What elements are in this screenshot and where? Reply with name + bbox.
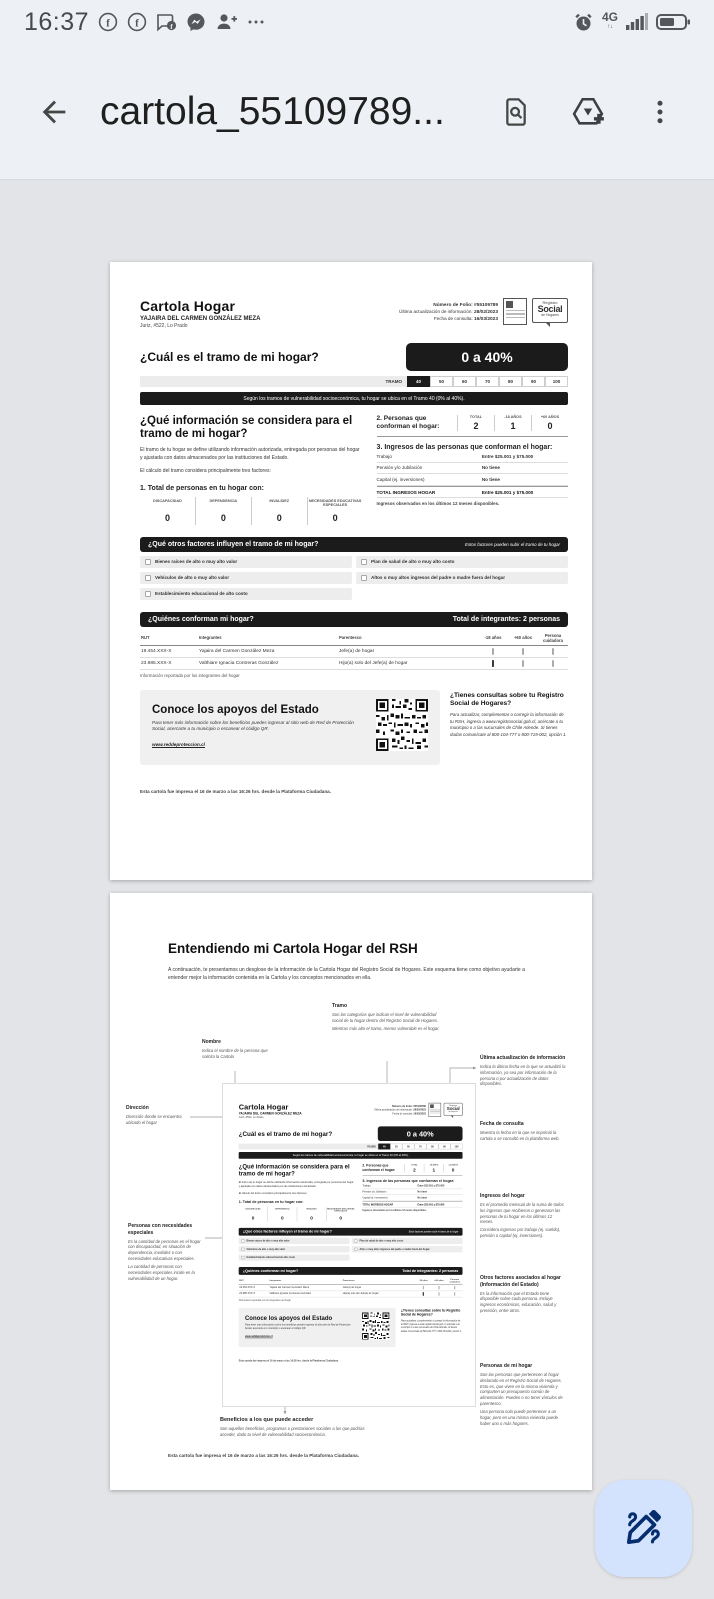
- income-row: Capital (ej. inversiones) No tiene: [377, 474, 568, 486]
- network-4g-icon: 4G ↑↓: [601, 10, 618, 30]
- household-table: RUT Integrantes Parentesco -18 años +60 años Persona cuidadora 19.454.XXX-X Yajaira del Carmen González Meza Jefe(a) de hogar 23.985.XXX-X Valthiare Ignacia Contreras González Hijo(a) solo del Jefe(a) de hogar ✓: [140, 631, 568, 670]
- ministry-logo: [429, 1103, 442, 1117]
- checkbox: [241, 1256, 244, 1259]
- cartola-document: [223, 1084, 475, 1407]
- state-support-box: [140, 690, 440, 765]
- tramo-scale-cell-selected: 40: [378, 1144, 390, 1150]
- pdf-scroll-area[interactable]: [0, 181, 714, 1599]
- app-bar: [0, 44, 714, 180]
- folio-number: #55109789: [473, 303, 498, 308]
- pdf-page-2: [110, 893, 592, 1490]
- annotation-actualizacion: Última actualización de información Indica la última fecha en la que se actualizó la información, ya sea por información de la persona o por actualización de datos disponibles.: [480, 1055, 566, 1087]
- checkbox: [145, 591, 151, 597]
- factor-item: Plan de salud de alto o muy alto costo: [352, 1238, 463, 1244]
- annotate-pen-icon: [622, 1505, 666, 1552]
- checkbox: [454, 1292, 455, 1296]
- messages-icon: [156, 12, 177, 32]
- factor-item: Establecimiento educacional de alto costo: [140, 588, 352, 600]
- members-total: 2: [413, 1167, 416, 1173]
- folio-block: Número de Folio: #55109789 Última actualización de información: 28/02/2023 Fecha de consulta: 16/03/2023: [374, 1105, 426, 1116]
- tramo-scale-cell: 100: [545, 376, 568, 387]
- other-factors-bar: ¿Qué otros factores influyen el tramo de mi hogar? Estos factores pueden subir el tramo de tu hogar: [239, 1228, 463, 1236]
- contact-title: ¿Tienes consultas sobre tu Registro Social de Hogares?: [450, 691, 564, 708]
- tramo-scale-cell: 50: [390, 1144, 402, 1150]
- overflow-menu-button[interactable]: [632, 84, 688, 140]
- checkbox: [241, 1239, 244, 1242]
- contact-body: Para actualizar, complementar o corregir la información de tu RSH, ingresa a www.registrosocial.gob.cl, acércate a tu municipio o a las sucursales de Chile Atiende. Si tienes dudas comunícate al 800-104-777 o 800-719-002, opción 1.: [400, 1319, 462, 1333]
- checkbox: [492, 660, 494, 667]
- household-footnote: Información reportada por los integrantes del hogar: [238, 1298, 291, 1302]
- factor-item: Altos o muy altos ingresos del padre o madre fuera del hogar: [356, 572, 568, 584]
- support-title: Conoce los apoyos del Estado: [152, 703, 319, 716]
- household-row: 19.454.XXX-X Yajaira del Carmen González Meza Jefe(a) de hogar: [239, 1285, 463, 1291]
- facebook-icon: [127, 12, 147, 32]
- tramo-scale-cell: 60: [453, 376, 476, 387]
- special-needs-table: DISCAPACIDAD 0 DEPENDENCIA 0 INVALIDEZ 0 NECESIDADES EDUCATIVAS ESPECIALES 0: [239, 1207, 355, 1222]
- tramo-scale-cell: 60: [402, 1144, 414, 1150]
- info-paragraph-1: El tramo de tu hogar se define utilizando información autorizada, entregada por personas del hogar y ajustada con datos almacenados por las instituciones del Estado.: [238, 1180, 354, 1189]
- registro-social-logo: Registro Social de Hogares: [532, 298, 568, 323]
- ministry-logo: [503, 298, 527, 325]
- info-paragraph-2: El cálculo del tramo considera principalmente tres factores:: [238, 1191, 308, 1196]
- tramo-scale-cell: 90: [438, 1144, 450, 1150]
- contact-box: [450, 690, 568, 765]
- factor1-title: 1. Total de personas en tu hogar con:: [238, 1200, 304, 1205]
- checkbox: [354, 1239, 357, 1242]
- svg-text:f: f: [135, 17, 139, 30]
- clock-time: 16:37: [24, 7, 90, 36]
- factor-item: Plan de salud de alto o muy alto costo: [356, 556, 568, 568]
- checkbox: [454, 1286, 455, 1290]
- checkbox: [241, 1248, 244, 1251]
- members-under18: 1: [510, 421, 516, 431]
- tramo-scale-cell: 80: [426, 1144, 438, 1150]
- checkbox: [438, 1292, 439, 1296]
- members-over60: 0: [547, 421, 553, 431]
- tramo-scale-label: TRAMO: [364, 1144, 378, 1150]
- income-row: Capital (ej. inversiones) No tiene: [362, 1195, 462, 1201]
- support-body: Para tener más información sobre los beneficios puedes ingresar al sitio web de Red de Protección Social, acercarte a tu municipio o escanear el código QR.: [152, 719, 354, 732]
- checkbox: [145, 575, 151, 581]
- household-total: Total de integrantes: 2 personas: [402, 1269, 459, 1273]
- income-section-title: 3. Ingresos de las personas que conforman el hogar:: [362, 1179, 455, 1183]
- info-section-title: ¿Qué información se considera para el tramo de mi hogar?: [140, 415, 353, 441]
- annotation-nombre: Nombre Indica el nombre de la persona que solicita la Cartola: [202, 1039, 268, 1059]
- income-row: Pensión y/o Jubilación No tiene: [362, 1189, 462, 1195]
- tramo-banner: Según los tramos de vulnerabilidad socioeconómica, tu hogar se ubica en el Tramo 40 (0% al 40%).: [239, 1152, 463, 1159]
- support-title: Conoce los apoyos del Estado: [244, 1314, 333, 1322]
- special-needs-value: 0: [280, 1215, 284, 1221]
- print-footer: Esta cartola fue impresa el 16 de marzo a las 16:26 hrs. desde la Plataforma Ciudadana.: [238, 1359, 339, 1363]
- special-needs-value: 0: [164, 512, 170, 523]
- income-row: Pensión y/o Jubilación No tiene: [377, 463, 568, 475]
- cartola-document: [110, 262, 592, 880]
- checkbox: [423, 1292, 424, 1296]
- holder-name: YAJAIRA DEL CARMEN GONZÁLEZ MEZA: [140, 316, 261, 322]
- tramo-value-box: 0 a 40%: [406, 343, 568, 371]
- other-factors-list: [239, 1238, 463, 1261]
- person-add-icon: [215, 12, 238, 32]
- tramo-scale-cell: 50: [430, 376, 453, 387]
- factor-item: Vehículos de alto o muy alto valor: [140, 572, 352, 584]
- update-date: 28/02/2023: [473, 310, 498, 316]
- document-title: cartola_55109789...: [100, 89, 445, 133]
- alarm-icon: [573, 12, 594, 33]
- page2-print-footer: Esta cartola fue impresa el 16 de marzo a las 16:26 hrs. desde la Plataforma Ciudadana.: [168, 1453, 359, 1458]
- cartola-header-left: [140, 298, 260, 329]
- household-row: 23.985.XXX-X Valthiare Ignacia Contreras González Hijo(a) solo del Jefe(a) de hogar ✓: [140, 657, 568, 669]
- battery-icon: [656, 12, 690, 32]
- signal-bars-icon: [626, 12, 648, 32]
- household-table: RUT Integrantes Parentesco -18 años +60 años Persona cuidadora 19.454.XXX-X Yajaira del Carmen González Meza Jefe(a) de hogar 23.985.XXX-X Valthiare Ignacia Contreras González Hijo(a) solo del Jefe(a) de hogar ✓: [239, 1277, 463, 1297]
- income-total-row: TOTAL INGRESOS HOGAR Entre $25.001 y $75.000: [362, 1201, 462, 1208]
- tramo-scale-cell: 90: [522, 376, 545, 387]
- tramo-value-box: 0 a 40%: [378, 1126, 463, 1141]
- household-row: 23.985.XXX-X Valthiare Ignacia Contreras González Hijo(a) solo del Jefe(a) de hogar ✓: [239, 1291, 463, 1297]
- annotation-tramo: Tramo Son las categorías que indican el nivel de vulnerabilidad social de tu hogar dentro del Registro Social de Hogares. Mientras más alto el tramo, menos vulnerable es el hogar.: [332, 1003, 440, 1031]
- consult-date: 16/03/2023: [473, 317, 498, 323]
- checkbox: [423, 1286, 424, 1290]
- members-over60: 0: [451, 1167, 455, 1173]
- status-bar: [0, 0, 714, 44]
- find-in-page-button[interactable]: [488, 84, 544, 140]
- tramo-scale-cell: 70: [414, 1144, 426, 1150]
- other-factors-list: [140, 556, 568, 600]
- svg-text:f: f: [170, 21, 173, 31]
- info-paragraph-2: El cálculo del tramo considera principalmente tres factores:: [140, 468, 271, 475]
- holder-address: Juriz, #522, Lo Prado: [238, 1115, 264, 1120]
- members-summary: 2. Personas que conforman el hogar: TOTAL 2 -18 AÑOS 1 +60 AÑOS 0: [362, 1164, 462, 1176]
- special-needs-value: 0: [310, 1215, 313, 1221]
- support-link: www.reddeproteccion.cl: [244, 1335, 273, 1338]
- messenger-icon: [186, 12, 206, 32]
- annotation-personas: Personas de mi hogar Son las personas que pertenecen al hogar declarado en el Registro Social de Hogares. Esto es, que viven en la misma vivienda y comparten un presupuesto común de alimentación. Pueden o no tener vínculos de parentesco. Una persona sola puede pertenecer a un hogar, pero en una misma vivienda puede haber uno o más hogares.: [480, 1363, 563, 1426]
- annotation-consulta: Fecha de consulta Muestra la fecha en la que se imprimió la cartola o se consultó en la plataforma web.: [480, 1121, 560, 1141]
- household-bar: ¿Quiénes conforman mi hogar? Total de integrantes: 2 personas: [140, 612, 568, 627]
- holder-address: Juriz, #522, Lo Prado: [140, 323, 188, 329]
- state-support-box: [239, 1308, 396, 1347]
- tramo-scale-cell: 70: [476, 376, 499, 387]
- page2-intro: A continuación, te presentamos un desglose de la información de la Cartola Hogar del Registro Social de Hogares. Este esquema tiene como objetivo ayudarte a entender mejor la información contenida en la Cartola y los conceptos mencionados en ella.: [168, 967, 525, 981]
- checkbox: [552, 660, 554, 667]
- factor-item: Establecimiento educacional de alto costo: [239, 1254, 350, 1260]
- checkbox: [438, 1286, 439, 1290]
- info-section-title: ¿Qué información se considera para el tramo de mi hogar?: [238, 1164, 350, 1178]
- income-row: Trabajo Entre $25.001 y $75.000: [362, 1183, 462, 1189]
- consult-date: 16/03/2023: [413, 1112, 426, 1116]
- income-note: Ingresos observados en los últimos 12 meses disponibles.: [376, 501, 500, 507]
- tramo-scale-cell: 80: [499, 376, 522, 387]
- annotation-ingresos: Ingresos del hogar Es el promedio mensual de la suma de todos los ingresos que recibieron o generaron las personas de tu hogar en los últimos 12 meses. Considera ingresos por trabajo (ej. sueldo), pensión o capital (ej. inversiones).: [480, 1193, 564, 1239]
- tramo-scale: [239, 1144, 463, 1150]
- add-to-drive-button[interactable]: [560, 84, 616, 140]
- members-total: 2: [473, 421, 479, 431]
- annotation-necesidades: Personas con necesidades especiales Es la cantidad de personas en el hogar con discapacidad, en situación de dependencia, invalidez o con necesidades educativas especiales. La cantidad de personas con necesidades especiales incide en la vulnerabilidad de un hogar.: [128, 1223, 201, 1281]
- special-needs-value: 0: [276, 512, 282, 523]
- factor-item: Bienes raíces de alto o muy alto valor: [140, 556, 352, 568]
- facebook-icon: [98, 12, 118, 32]
- special-needs-value: 0: [332, 512, 338, 523]
- factor1-title: 1. Total de personas en tu hogar con:: [140, 484, 264, 492]
- update-date: 28/02/2023: [413, 1109, 426, 1112]
- contact-title: ¿Tienes consultas sobre tu Registro Social de Hogares?: [400, 1308, 461, 1317]
- more-dots-icon: [247, 12, 265, 32]
- annotation-otros-factores: Otros factores asociados al hogar (Información del Estado) Es la información que el Estado tiene disponible sobre cada persona. Incluye ingresos económicos, educación, salud y previsión, entre otros.: [480, 1275, 561, 1314]
- members-under18: 1: [432, 1167, 436, 1173]
- checkbox: [522, 648, 524, 655]
- checkbox: [354, 1248, 357, 1251]
- registro-social-logo: Registro Social de Hogares: [444, 1103, 463, 1116]
- back-button[interactable]: [26, 84, 82, 140]
- cartola-header-left: [239, 1103, 302, 1119]
- folio-block: Número de Folio: #55109789 Última actualización de información: 28/02/2023 Fecha de consulta: 16/03/2023: [399, 303, 498, 323]
- factor-item: Vehículos de alto o muy alto valor: [239, 1246, 350, 1252]
- special-needs-value: 0: [339, 1215, 343, 1221]
- household-row: 19.454.XXX-X Yajaira del Carmen González Meza Jefe(a) de hogar: [140, 645, 568, 657]
- factor-item: Altos o muy altos ingresos del padre o madre fuera del hogar: [352, 1246, 463, 1252]
- income-row: Trabajo Entre $25.001 y $75.000: [377, 451, 568, 463]
- tramo-question: ¿Cuál es el tramo de mi hogar?: [140, 350, 319, 364]
- special-needs-value: 0: [251, 1215, 255, 1221]
- cartola-title: Cartola Hogar: [140, 298, 236, 314]
- print-footer: Esta cartola fue impresa el 16 de marzo a las 16:26 hrs. desde la Plataforma Ciudadana.: [140, 788, 331, 794]
- tramo-scale: [140, 376, 568, 387]
- info-paragraph-1: El tramo de tu hogar se define utilizando información autorizada, entregada por personas del hogar y ajustada con datos almacenados por las instituciones del Estado.: [140, 447, 360, 461]
- annotation-direccion: Dirección Dirección donde se encuentra ubicado el hogar: [126, 1105, 182, 1125]
- income-note: Ingresos observados en los últimos 12 meses disponibles.: [362, 1209, 427, 1212]
- household-footnote: Información reportada por los integrantes del hogar: [140, 672, 240, 678]
- qr-code: [376, 699, 428, 756]
- cartola-title: Cartola Hogar: [238, 1102, 289, 1112]
- special-needs-value: 0: [220, 512, 226, 523]
- checkbox: [492, 648, 494, 655]
- checkbox: [145, 559, 151, 565]
- income-total-row: TOTAL INGRESOS HOGAR Entre $25.001 y $75.000: [377, 486, 568, 499]
- checkbox: [522, 660, 524, 667]
- annotation-beneficios: Beneficios a los que puede acceder Son aquellos beneficios, programas o prestaciones sociales a los que podrías acceder, dado tu nivel de vulnerabilidad socioeconómica.: [220, 1417, 365, 1438]
- other-factors-bar: ¿Qué otros factores influyen el tramo de mi hogar? Estos factores pueden subir el tramo de tu hogar: [140, 537, 568, 552]
- special-needs-table: DISCAPACIDAD 0 DEPENDENCIA 0 INVALIDEZ 0 NECESIDADES EDUCATIVAS ESPECIALES 0: [140, 497, 363, 525]
- checkbox: [552, 648, 554, 655]
- support-link: www.reddeproteccion.cl: [152, 742, 205, 748]
- checkbox: [361, 575, 367, 581]
- annotate-fab[interactable]: [595, 1480, 692, 1577]
- members-summary: 2. Personas que conforman el hogar: TOTAL 2 -18 AÑOS 1 +60 AÑOS 0: [377, 415, 568, 437]
- income-section-title: 3. Ingresos de las personas que conforman el hogar:: [376, 444, 553, 451]
- tramo-question: ¿Cuál es el tramo de mi hogar?: [238, 1130, 333, 1138]
- folio-number: #55109789: [413, 1105, 426, 1109]
- tramo-scale-label: TRAMO: [381, 376, 408, 387]
- tramo-scale-cell: 100: [451, 1144, 463, 1150]
- support-body: Para tener más información sobre los beneficios puedes ingresar al sitio web de Red de Protección Social, acercarte a tu municipio o escanear el código QR.: [244, 1323, 351, 1330]
- household-bar: ¿Quiénes conforman mi hogar? Total de integrantes: 2 personas: [239, 1267, 463, 1275]
- tramo-banner: Según los tramos de vulnerabilidad socioeconómica, tu hogar se ubica en el Tramo 40 (0% al 40%).: [140, 392, 568, 405]
- contact-box: [401, 1308, 463, 1347]
- checkbox: [361, 559, 367, 565]
- factor-item: Bienes raíces de alto o muy alto valor: [239, 1238, 350, 1244]
- pdf-page-1: [110, 262, 592, 880]
- holder-name: YAJAIRA DEL CARMEN GONZÁLEZ MEZA: [238, 1112, 302, 1116]
- page2-title: Entendiendo mi Cartola Hogar del RSH: [168, 941, 418, 956]
- qr-code: [362, 1313, 389, 1343]
- contact-body: Para actualizar, complementar o corregir la información de tu RSH, ingresa a www.registrosocial.gob.cl, acércate a tu municipio o a las sucursales de Chile Atiende. Si tienes dudas comunícate al 800-104-777 o 800-719-002, opción 1.: [450, 712, 567, 737]
- mini-cartola-preview: [222, 1083, 476, 1407]
- svg-text:f: f: [106, 17, 110, 30]
- tramo-scale-cell-selected: 40: [407, 376, 430, 387]
- household-total: Total de integrantes: 2 personas: [452, 615, 560, 623]
